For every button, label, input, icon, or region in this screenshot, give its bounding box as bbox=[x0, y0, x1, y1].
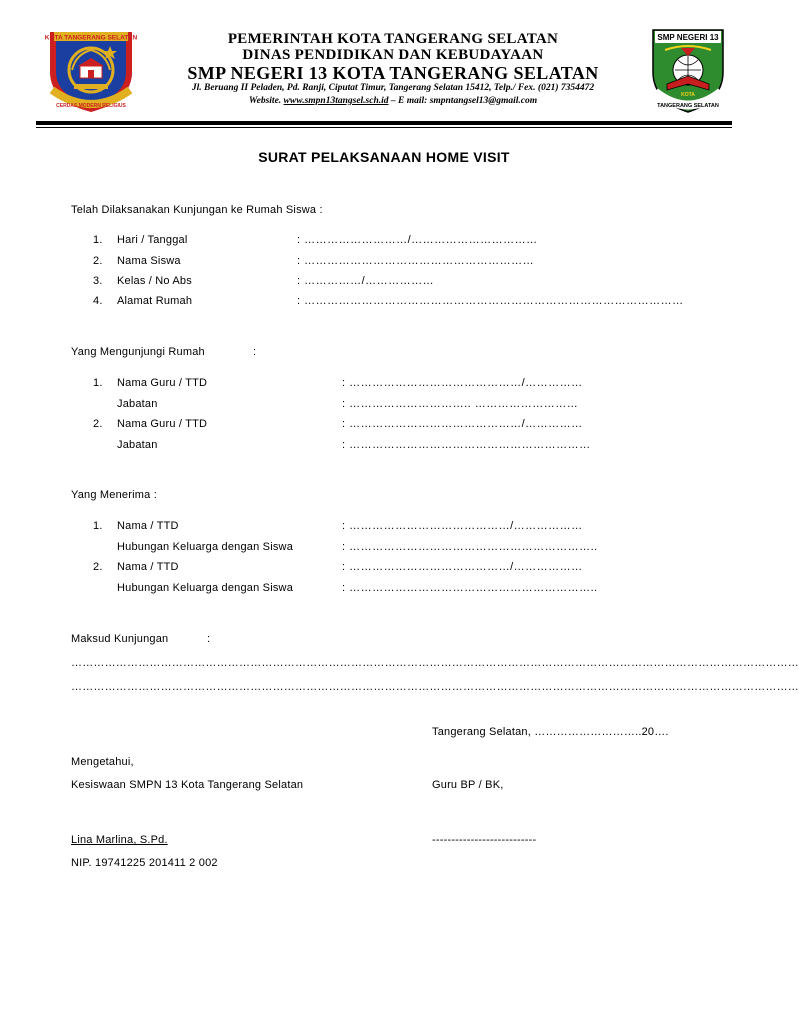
field-label-date: Hari / Tanggal bbox=[117, 234, 188, 246]
purpose-line-2: …………………………………………………………………………………………………………………………………………………………………………… bbox=[71, 681, 799, 693]
left-signatory-name: Lina Marlina, S.Pd. bbox=[71, 834, 168, 846]
svg-text:CERDAS MODERN RELIGIUS: CERDAS MODERN RELIGIUS bbox=[56, 103, 126, 109]
field-value-receiver-name: : ……………………………………/……………… bbox=[342, 561, 583, 573]
section-visitor-colon: : bbox=[253, 346, 257, 358]
header-department: DINAS PENDIDIKAN DAN KEBUDAYAAN bbox=[242, 47, 544, 63]
field-value-teacher-name: : ………………………………………/…………… bbox=[342, 418, 583, 430]
item-number: 1. bbox=[93, 234, 103, 246]
left-signatory-nip: NIP. 19741225 201411 2 002 bbox=[71, 857, 218, 869]
svg-text:KOTA TANGERANG SELATAN: KOTA TANGERANG SELATAN bbox=[44, 34, 138, 42]
field-value-relationship: : ……………………………………………………….. bbox=[342, 582, 598, 594]
field-label-position: Jabatan bbox=[117, 398, 158, 410]
item-number: 1. bbox=[93, 377, 103, 389]
field-label-relationship: Hubungan Keluarga dengan Siswa bbox=[117, 582, 294, 594]
svg-text:TANGERANG SELATAN: TANGERANG SELATAN bbox=[657, 103, 719, 109]
field-label-receiver-name: Nama / TTD bbox=[117, 520, 179, 532]
item-number: 3. bbox=[93, 275, 103, 287]
section-receiver-heading: Yang Menerima : bbox=[71, 489, 157, 501]
item-number: 2. bbox=[93, 418, 103, 430]
field-value-position: : ………………………….. ……………………… bbox=[342, 398, 579, 410]
website-prefix: Website. bbox=[248, 96, 284, 106]
svg-text:SMP NEGERI 13: SMP NEGERI 13 bbox=[657, 33, 719, 42]
item-number: 4. bbox=[93, 295, 103, 307]
email-separator: – E mail: bbox=[388, 96, 430, 106]
header-divider-thin bbox=[36, 127, 732, 128]
field-label-class: Kelas / No Abs bbox=[117, 275, 192, 287]
section-visitor-heading: Yang Mengunjungi Rumah bbox=[71, 346, 205, 358]
field-label-teacher-name: Nama Guru / TTD bbox=[117, 377, 208, 389]
item-number: 2. bbox=[93, 561, 103, 573]
header-divider-thick bbox=[36, 121, 732, 125]
right-signatory-role: Guru BP / BK, bbox=[432, 779, 504, 791]
acknowledged-label: Mengetahui, bbox=[71, 756, 134, 768]
item-number: 1. bbox=[93, 520, 103, 532]
field-label-student-name: Nama Siswa bbox=[117, 255, 181, 267]
field-value-address: : ……………………………………………………………………………………… bbox=[297, 295, 684, 307]
field-label-receiver-name: Nama / TTD bbox=[117, 561, 179, 573]
email-address: smpntangsel13@gmail.com bbox=[429, 96, 538, 106]
website-link[interactable]: www.smpn13tangsel.sch.id bbox=[283, 96, 389, 106]
section-purpose-heading: Maksud Kunjungan bbox=[71, 633, 169, 645]
purpose-line-1: …………………………………………………………………………………………………………………………………………………………………………… bbox=[71, 657, 799, 669]
svg-text:KOTA: KOTA bbox=[681, 92, 695, 98]
field-value-student-name: : …………………………………………………… bbox=[297, 255, 535, 267]
field-label-position: Jabatan bbox=[117, 439, 158, 451]
field-label-address: Alamat Rumah bbox=[117, 295, 193, 307]
field-value-class: : ……………/……………… bbox=[297, 275, 435, 287]
item-number: 2. bbox=[93, 255, 103, 267]
field-value-teacher-name: : ………………………………………/…………… bbox=[342, 377, 583, 389]
place-date: Tangerang Selatan, ………………………..20…. bbox=[432, 726, 669, 738]
field-value-date: : ………………………/…………………………… bbox=[297, 234, 538, 246]
left-signatory-role: Kesiswaan SMPN 13 Kota Tangerang Selatan bbox=[71, 779, 304, 791]
field-value-receiver-name: : ……………………………………/……………… bbox=[342, 520, 583, 532]
header-government: PEMERINTAH KOTA TANGERANG SELATAN bbox=[227, 31, 559, 47]
header-contact bbox=[0, 96, 786, 106]
field-label-relationship: Hubungan Keluarga dengan Siswa bbox=[117, 541, 294, 553]
header-school-name: SMP NEGERI 13 KOTA TANGERANG SELATAN bbox=[187, 63, 599, 83]
right-signatory-name-line: --------------------------- bbox=[432, 834, 537, 846]
field-value-relationship: : ……………………………………………………….. bbox=[342, 541, 598, 553]
field-label-teacher-name: Nama Guru / TTD bbox=[117, 418, 208, 430]
section-visit-heading: Telah Dilaksanakan Kunjungan ke Rumah Siswa : bbox=[71, 204, 323, 216]
header-address: Jl. Beruang II Peladen, Pd. Ranji, Ciputat Timur, Tangerang Selatan 15412, Telp./ Fex. (021) 7354472 bbox=[191, 83, 595, 93]
section-purpose-colon: : bbox=[207, 633, 211, 645]
field-value-position: : ……………………………………………………… bbox=[342, 439, 591, 451]
document-title: SURAT PELAKSANAAN HOME VISIT bbox=[258, 149, 510, 165]
